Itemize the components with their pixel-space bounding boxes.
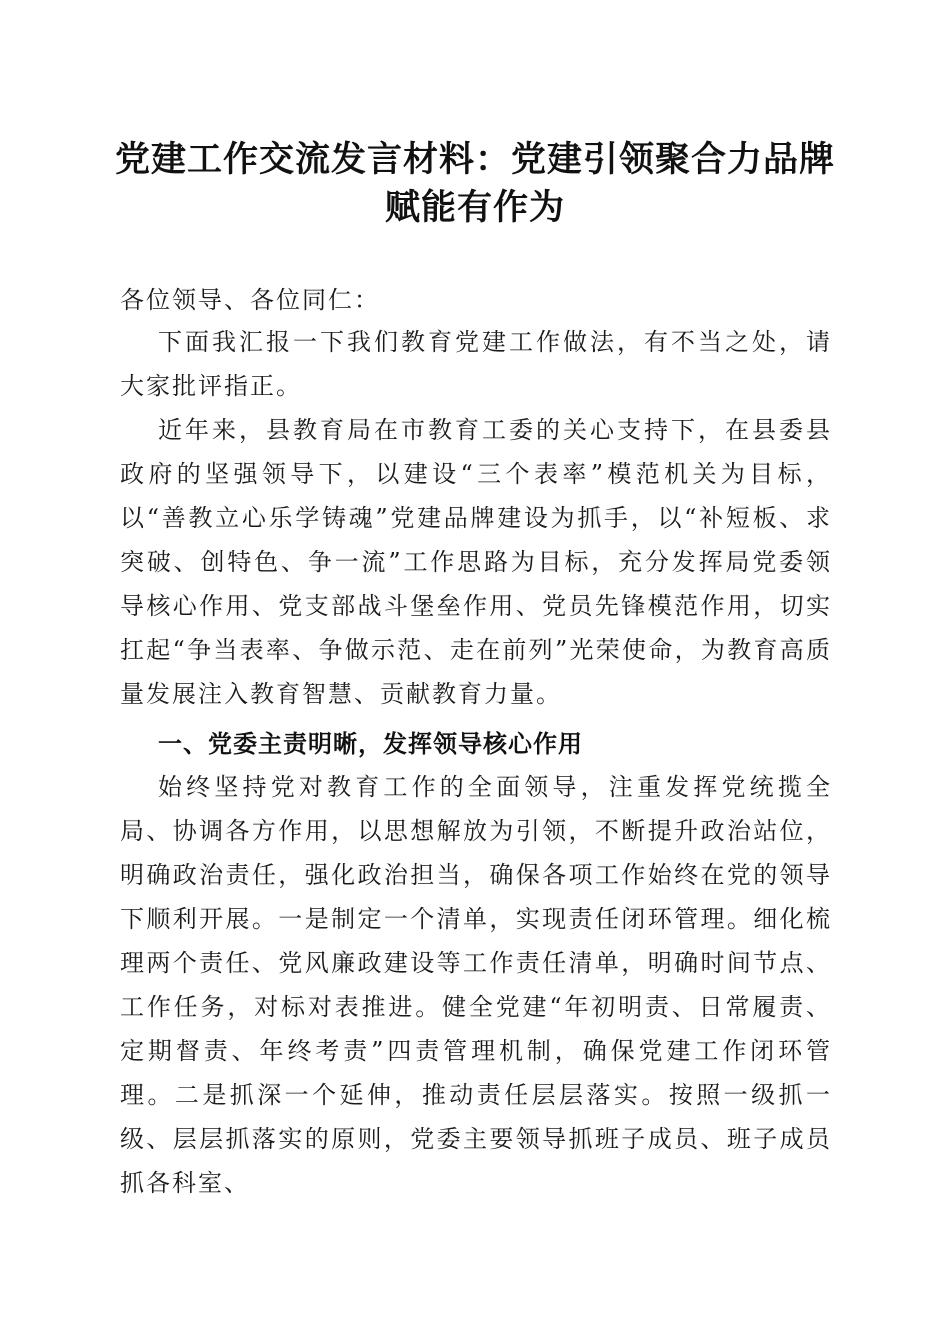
paragraph-intro: 下面我汇报一下我们教育党建工作做法，有不当之处，请大家批评指正。 — [120, 328, 832, 400]
document-title-line-1: 党建工作交流发言材料：党建引领聚合力品牌 — [114, 139, 835, 180]
salutation: 各位领导、各位同仁： — [120, 286, 380, 314]
section-paragraph: 始终坚持党对教育工作的全面领导，注重发挥党统揽全局、协调各方作用，以思想解放为引领，不断提升政治站位，明确政治责任，强化政治担当，确保各项工作始终在党的领导下顺利开展。一是制定一个清单，实现责任闭环管理。细化梳理两个责任、党风廉政建设等工作责任清单，明确时间节点、工作任务，对标对表推进。健全党建“年初明责、日常履责、定期督责、年终考责”四责管理机制，确保党建工作闭环管理。二是抓深一个延伸，推动责任层层落实。按照一级抓一级、层层抓落实的原则，党委主要领导抓班子成员、班子成员抓各科室、 — [120, 773, 832, 1197]
section-heading: 一、党委主责明晰，发挥领导核心作用 — [158, 730, 583, 758]
paragraph-overview: 近年来，县教育局在市教育工委的关心支持下，在县委县政府的坚强领导下，以建设“三个表率”模范机关为目标，以“善教立心乐学铸魂”党建品牌建设为抓手，以“补短板、求突破、创特色、争一流”工作思路为目标，充分发挥局党委领导核心作用、党支部战斗堡垒作用、党员先锋模范作用，切实扛起“争当表率、争做示范、走在前列”光荣使命，为教育高质量发展注入教育智慧、贡献教育力量。 — [120, 416, 832, 708]
document-title-line-2: 赋能有作为 — [384, 187, 565, 228]
